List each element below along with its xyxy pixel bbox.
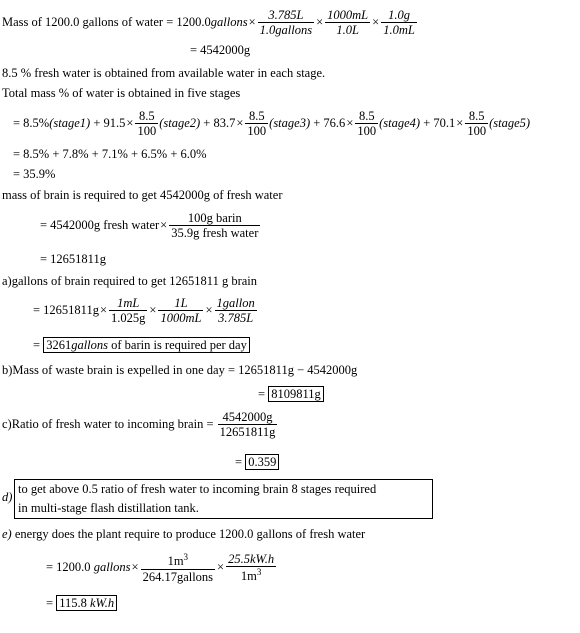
answer-box: 115.8 kW.h <box>56 595 117 611</box>
fraction: $\frac{1.0g}{1.0mL}$ <box>383 8 415 38</box>
total-mass-heading: Total mass % of water is obtained in five stages <box>2 86 241 100</box>
mass-water-line: Mass of 1200.0 gallons of water = 1200.0gallons× $\frac{3.785L}{\text{1.0gallons}}$ × $\frac{1000mL}{1.0L}$ × $\frac{1.0g}{1.0mL}$ <box>2 8 415 38</box>
percent-sum: = 8.5% + 7.8% + 7.1% + 6.5% + 6.0% <box>13 147 207 161</box>
mass-water-result: = 4542000g <box>190 43 251 57</box>
fresh-water-percent-text: 8.5 % fresh water is obtained from available water in each stage. <box>2 66 326 80</box>
mass-water-label: Mass of 1200.0 gallons of water <box>2 14 164 29</box>
brain-mass-equation: = 4542000g fresh water× $\frac{\text{100g barin}}{\text{35.9g fresh water}}$ <box>40 211 259 241</box>
part-b-answer: = 8109811g <box>258 388 324 401</box>
part-b-heading: b)Mass of waste brain is expelled in one day = 12651811g − 4542000g <box>2 363 358 377</box>
part-d-line1: to get above 0.5 ratio of fresh water to incoming brain 8 stages required <box>18 482 377 496</box>
part-e-answer: = 115.8 kW.h <box>46 597 117 610</box>
fraction: $\frac{3.785L}{\text{1.0gallons}}$ <box>259 8 313 38</box>
part-a-heading: a)gallons of brain required to get 12651811 g brain <box>2 274 258 288</box>
part-e-equation: = 1200.0 gallons× $\frac{1m^3}{\text{264.17gallons}}$ × $\frac{25.5kW.h}{1m^3}$ <box>46 552 275 584</box>
part-a-answer: = 3261gallons of barin is required per day <box>33 339 250 352</box>
part-c-answer: = 0.359 <box>235 456 279 469</box>
answer-box: 8109811g <box>268 386 324 402</box>
part-d-line2: in multi-stage flash distillation tank. <box>18 501 199 515</box>
percent-total: = 35.9% <box>13 167 56 181</box>
fraction: $\frac{1000mL}{1.0L}$ <box>327 8 369 38</box>
part-a-equation: = 12651811g× $\frac{1mL}{1.025g}$ × $\frac{1L}{1000mL}$ × $\frac{\text{1gallon}}{3.785L}$ <box>33 296 255 326</box>
part-c-equation: c)Ratio of fresh water to incoming brain = $\frac{4542000g}{12651811g}$ <box>2 410 276 440</box>
brain-mass-result: = 12651811g <box>40 252 106 266</box>
answer-box: 0.359 <box>245 454 279 470</box>
stages-equation: = 8.5%(stage1) + 91.5× $\frac{8.5}{100}$ (stage2) + 83.7× $\frac{8.5}{100}$ (stage3) + 76.6× $\frac{8.5}{100}$ (stage4) + 70.1× $\frac{8.5}{100}$ (stage5) <box>13 109 531 139</box>
answer-box: 3261gallons of barin is required per day <box>43 337 250 353</box>
brain-mass-heading: mass of brain is required to get 4542000g of fresh water <box>2 188 283 202</box>
part-d-label: d) <box>2 490 13 504</box>
part-e-heading: e) energy does the plant require to produce 1200.0 gallons of fresh water <box>2 527 366 541</box>
